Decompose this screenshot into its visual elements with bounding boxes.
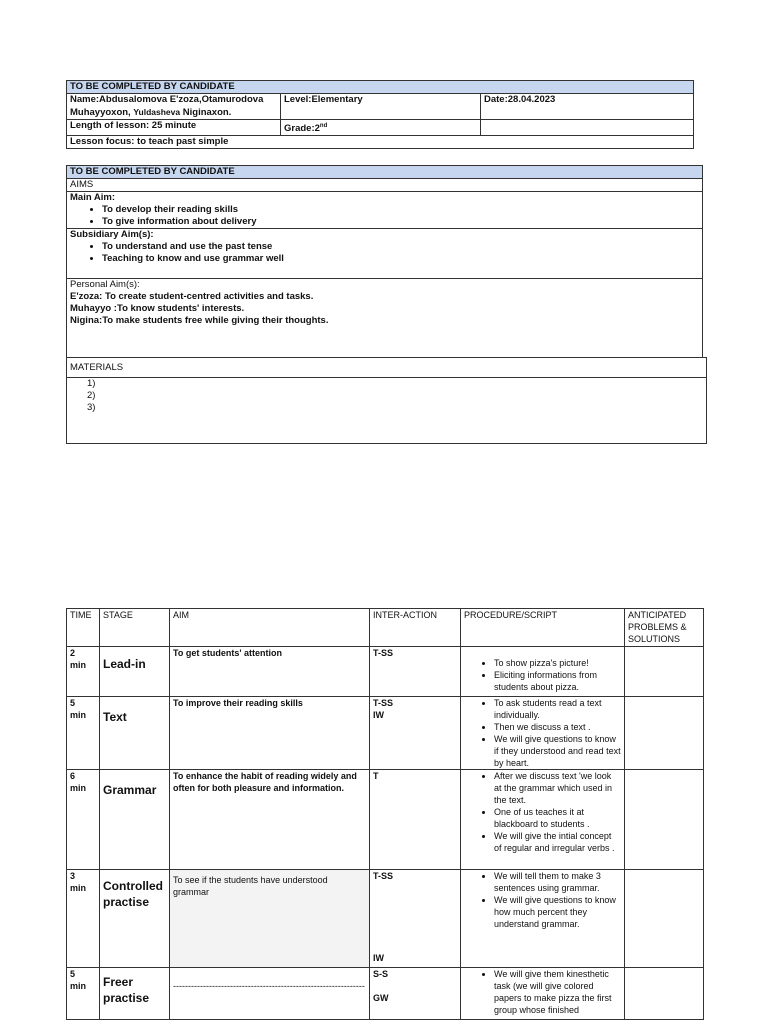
list-item: • To show pizza's picture!	[494, 657, 621, 669]
list-item: • Eliciting informations from students about pizza.	[494, 669, 621, 693]
list-item: • We will give questions to know how much percent they understand grammar.	[494, 894, 621, 930]
table-row: 5 min Text To improve their reading skills T-SS IW • To ask students read a text individually. • Then we discuss a text . • We will give questions to know if they understood and read text by heart.	[67, 697, 704, 770]
header-aim: AIM	[170, 609, 370, 647]
level-cell: Level:Elementary	[281, 94, 481, 120]
list-item: • We will give questions to know if they understood and read text by heart.	[494, 733, 621, 769]
list-item: • Teaching to know and use grammar well	[102, 253, 699, 265]
aims-table	[66, 165, 703, 358]
stage-name: Grammar	[103, 783, 157, 797]
list-item: • We will give them kinesthetic task (we will give colored papers to make pizza the first group whose finished	[494, 968, 621, 1016]
header-stage: STAGE	[100, 609, 170, 647]
candidate-names: Name:Abdusalomova E'zoza,Otamurodova Muhayyoxon, Yuldasheva Niginaxon.	[67, 94, 281, 120]
aim-cell: To enhance the habit of reading widely and often for both pleasure and information.	[170, 770, 370, 870]
list-item: • After we discuss text 'we look at the grammar which used in the text.	[494, 770, 621, 806]
aims-label: AIMS	[67, 179, 703, 192]
list-item: • To ask students read a text individually.	[494, 697, 621, 721]
table-row: 3 min Controlled practise To see if the students have understood grammar T-SS IW • We will tell them to make 3 sentences using grammar. • We will give questions to know how much percent they understand grammar.	[67, 870, 704, 968]
materials-label: MATERIALS	[67, 358, 707, 378]
lesson-focus: Lesson focus: to teach past simple	[67, 136, 694, 149]
grade-cell: Grade:2nd	[281, 120, 481, 136]
list-item: • We will tell them to make 3 sentences using grammar.	[494, 870, 621, 894]
header-problems: ANTICIPATED PROBLEMS & SOLUTIONS	[625, 609, 704, 647]
candidate-info-table	[66, 80, 694, 149]
table-row: 6 min Grammar To enhance the habit of reading widely and often for both pleasure and information. T • After we discuss text 'we look at the grammar which used in the text. • One of us teaches it at blackboard to students . • We will give the intial concept of regular and irregular verbs .	[67, 770, 704, 870]
table-row: 2 min Lead-in To get students' attention T-SS • To show pizza's picture! • Eliciting informations from students about pizza.	[67, 647, 704, 697]
list-item: • To develop their reading skills	[102, 204, 699, 216]
list-item: • We will give the intial concept of regular and irregular verbs .	[494, 830, 621, 854]
stage-name: Controlled practise	[103, 879, 163, 909]
header-time: TIME	[67, 609, 100, 647]
stage-name: Lead-in	[103, 657, 146, 671]
lesson-length: Length of lesson: 25 minute	[67, 120, 281, 136]
list-item: • Then we discuss a text .	[494, 721, 621, 733]
aim-cell: To improve their reading skills	[170, 697, 370, 770]
materials-table	[66, 357, 707, 444]
stage-name: Text	[103, 710, 127, 724]
lesson-procedure-table	[66, 608, 704, 1020]
list-item: • To understand and use the past tense	[102, 241, 699, 253]
main-aim-section: Main Aim: • To develop their reading skills • To give information about delivery	[67, 192, 703, 229]
materials-list: 1) 2) 3)	[67, 378, 707, 444]
date-cell: Date:28.04.2023	[481, 94, 694, 120]
header-interaction: INTER-ACTION	[370, 609, 461, 647]
list-item: • To give information about delivery	[102, 216, 699, 228]
subsidiary-aim-section: Subsidiary Aim(s): • To understand and use the past tense • Teaching to know and use grammar well	[67, 229, 703, 279]
aim-cell: To see if the students have understood grammar	[170, 870, 370, 968]
table-title: TO BE COMPLETED BY CANDIDATE	[67, 166, 703, 179]
personal-aim-section: Personal Aim(s): E'zoza: To create student-centred activities and tasks. Muhayyo :To know students' interests. Nigina:To make students free while giving their thoughts.	[67, 279, 703, 358]
list-item: • One of us teaches it at blackboard to students .	[494, 806, 621, 830]
table-title: TO BE COMPLETED BY CANDIDATE	[67, 81, 694, 94]
aim-cell: To get students' attention	[170, 647, 370, 697]
table-row: 5 min Freer practise ---------------------------------------------------------------- S-S GW • We will give them kinesthetic task (we will give colored papers to make pizza the first group whose finished	[67, 968, 704, 1020]
aim-cell: ----------------------------------------------------------------	[170, 968, 370, 1020]
header-procedure: PROCEDURE/SCRIPT	[461, 609, 625, 647]
stage-name: Freer practise	[103, 975, 150, 1005]
